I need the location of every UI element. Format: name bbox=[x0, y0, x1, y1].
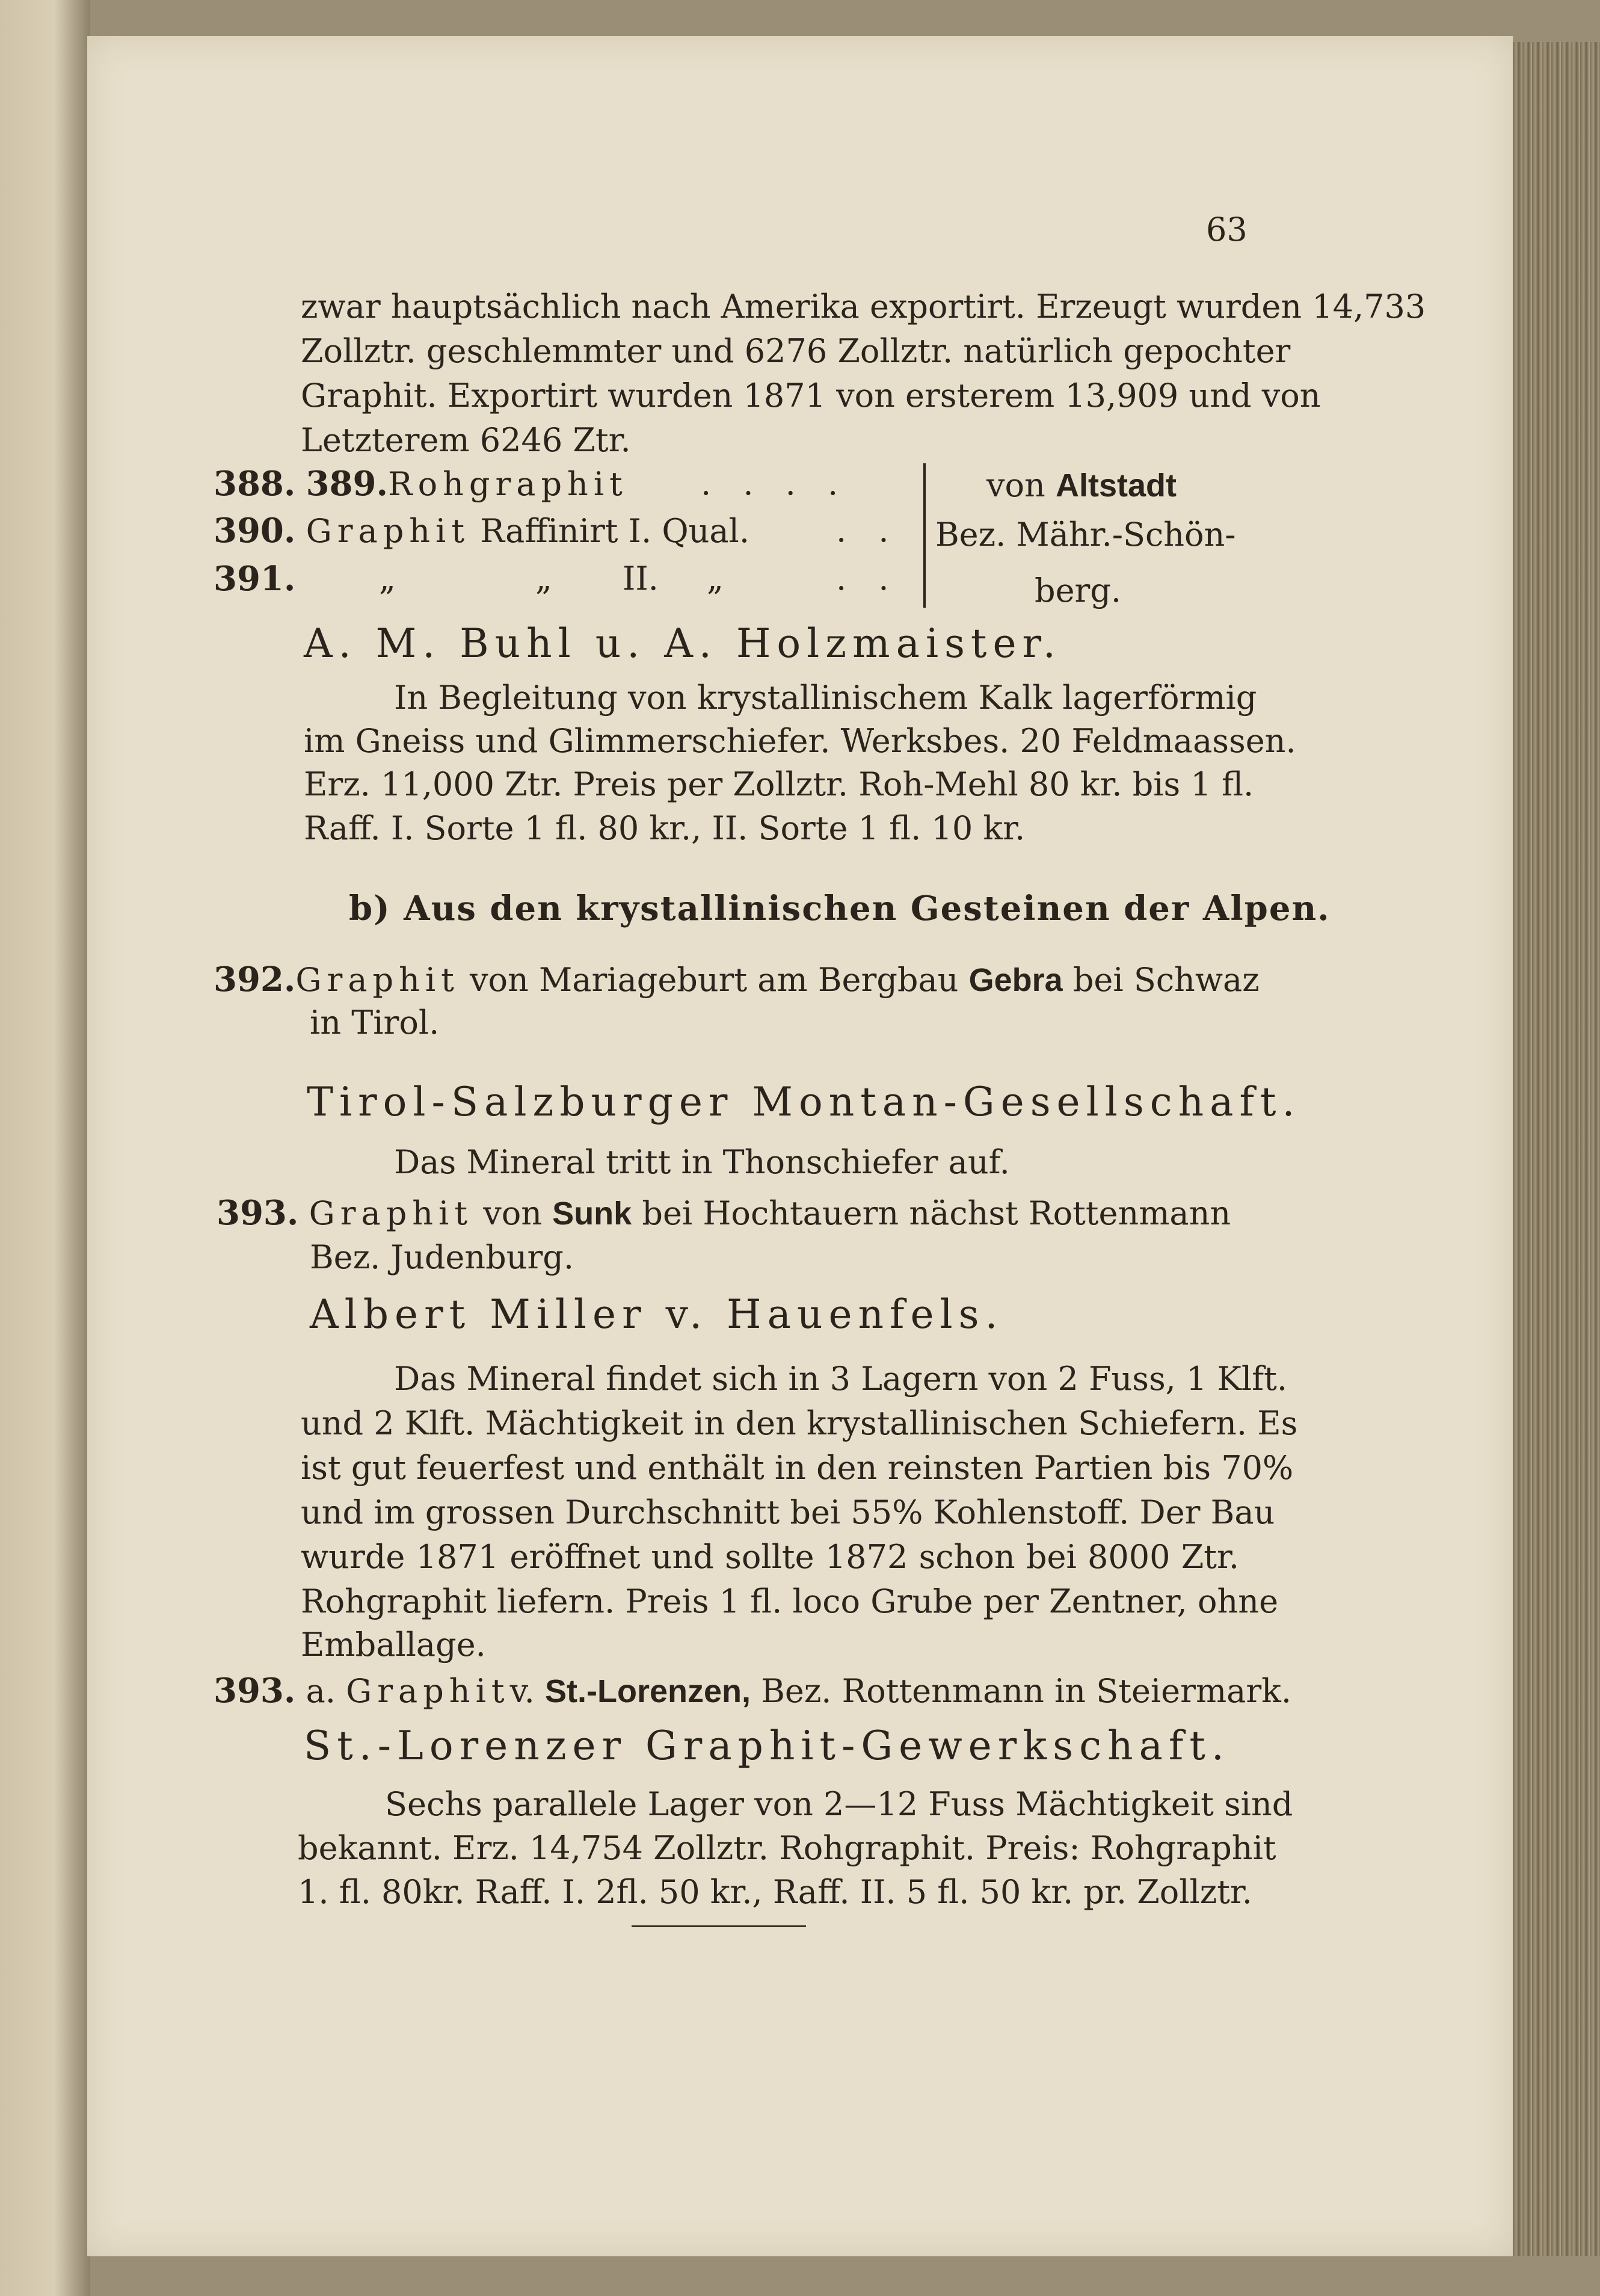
desc-1-line-4: Raff. I. Sorte 1 fl. 80 kr., II. Sorte 1 fl. 10 kr. bbox=[304, 809, 1026, 847]
entry-388-389 bbox=[214, 464, 628, 504]
mineral-name: Graphit bbox=[309, 1194, 473, 1232]
ditto-mark: „ bbox=[379, 560, 396, 597]
locality-line-2: Bez. Mähr.-Schön- bbox=[935, 516, 1236, 554]
entry-text: v. bbox=[509, 1672, 535, 1710]
desc-2: Das Mineral tritt in Thonschiefer auf. bbox=[394, 1143, 1010, 1181]
desc-1-line-2: im Gneiss und Glimmerschiefer. Werksbes. 20 Feldmaassen. bbox=[304, 722, 1296, 760]
producer-heading: Albert Miller v. Hauenfels. bbox=[310, 1291, 1004, 1338]
section-heading: b) Aus den krystallinischen Gesteinen der Alpen. bbox=[349, 889, 1331, 928]
grouping-brace bbox=[905, 463, 926, 608]
ditto-mark: „ bbox=[707, 560, 724, 597]
quality-desc: II. bbox=[623, 560, 659, 597]
page-edges bbox=[1513, 42, 1600, 2256]
intro-line-2: Zollztr. geschlemmter und 6276 Zollztr. natürlich gepochter bbox=[301, 332, 1291, 370]
locality-word: von bbox=[986, 466, 1045, 504]
intro-line-3: Graphit. Exportirt wurden 1871 von ersterem 13,909 und von bbox=[301, 377, 1321, 415]
entry-393 bbox=[217, 1194, 1231, 1233]
desc-4-line-3: 1. fl. 80kr. Raff. I. 2fl. 50 kr., Raff. II. 5 fl. 50 kr. pr. Zollztr. bbox=[298, 1873, 1252, 1911]
entry-392-line-2: in Tirol. bbox=[310, 1004, 440, 1042]
entry-number: 388. bbox=[214, 464, 296, 504]
entry-text: von Mariageburt am Bergbau bbox=[470, 961, 959, 999]
leader-dots: . . . . bbox=[701, 464, 849, 502]
place-name: Sunk bbox=[552, 1196, 632, 1232]
place-name: Gebra bbox=[968, 962, 1063, 998]
place-name: St.-Lorenzen, bbox=[545, 1673, 751, 1709]
locality-line-1 bbox=[986, 466, 1177, 505]
entry-number: 393. bbox=[217, 1193, 299, 1233]
entry-392 bbox=[214, 960, 1260, 999]
ditto-mark: „ bbox=[535, 560, 552, 597]
desc-1-line-3: Erz. 11,000 Ztr. Preis per Zollztr. Roh-Mehl 80 kr. bis 1 fl. bbox=[304, 765, 1254, 803]
producer-heading: Tirol-Salzburger Montan-Gesellschaft. bbox=[307, 1079, 1301, 1125]
entry-number: 391. bbox=[214, 559, 296, 599]
entry-390 bbox=[214, 511, 749, 551]
end-rule bbox=[632, 1925, 806, 1927]
mineral-name: Graphit bbox=[306, 512, 470, 550]
entry-text: Bez. Rottenmann in Steiermark. bbox=[761, 1672, 1292, 1710]
mineral-name: Graphit bbox=[346, 1672, 510, 1710]
entry-number: 389. bbox=[306, 464, 388, 504]
desc-3-line-5: wurde 1871 eröffnet und sollte 1872 schon bei 8000 Ztr. bbox=[301, 1538, 1239, 1576]
mineral-name: Graphit bbox=[295, 961, 460, 999]
entry-text: bei Hochtauern nächst Rottenmann bbox=[642, 1194, 1231, 1232]
desc-3-line-2: und 2 Klft. Mächtigkeit in den krystallinischen Schiefern. Es bbox=[301, 1404, 1298, 1442]
intro-line-1: zwar hauptsächlich nach Amerika exportirt. Erzeugt wurden 14,733 bbox=[301, 288, 1426, 326]
page-number: 63 bbox=[1206, 211, 1248, 248]
desc-3-line-4: und im grossen Durchschnitt bei 55% Kohlenstoff. Der Bau bbox=[301, 1493, 1275, 1531]
entry-text: bei Schwaz bbox=[1072, 961, 1260, 999]
desc-4-line-1: Sechs parallele Lager von 2—12 Fuss Mächtigkeit sind bbox=[385, 1785, 1293, 1823]
left-page-edge bbox=[0, 0, 90, 2296]
producer-heading: A. M. Buhl u. A. Holzmaister. bbox=[304, 620, 1062, 667]
entry-prefix: a. bbox=[306, 1672, 336, 1710]
entry-393a bbox=[214, 1671, 1291, 1711]
entry-number: 393. bbox=[214, 1671, 296, 1711]
intro-line-4: Letzterem 6246 Ztr. bbox=[301, 421, 631, 459]
mineral-name: Rohgraphit bbox=[387, 465, 628, 503]
leader-dots: . . bbox=[836, 511, 900, 549]
desc-3-line-3: ist gut feuerfest und enthält in den reinsten Partien bis 70% bbox=[301, 1449, 1294, 1487]
entry-number: 390. bbox=[214, 511, 296, 551]
desc-3-line-7: Emballage. bbox=[301, 1626, 486, 1664]
desc-4-line-2: bekannt. Erz. 14,754 Zollztr. Rohgraphit. Preis: Rohgraphit bbox=[298, 1829, 1276, 1867]
entry-text: von bbox=[483, 1194, 542, 1232]
quality-desc: Raffinirt I. Qual. bbox=[480, 512, 749, 550]
locality-place: Altstadt bbox=[1055, 468, 1177, 504]
entry-391 bbox=[214, 560, 295, 599]
desc-3-line-1: Das Mineral findet sich in 3 Lagern von 2 Fuss, 1 Klft. bbox=[394, 1360, 1287, 1398]
entry-393-line-2: Bez. Judenburg. bbox=[310, 1238, 574, 1276]
desc-1-line-1: In Begleitung von krystallinischem Kalk lagerförmig bbox=[394, 679, 1257, 717]
producer-heading: St.-Lorenzer Graphit-Gewerkschaft. bbox=[304, 1723, 1230, 1769]
desc-3-line-6: Rohgraphit liefern. Preis 1 fl. loco Grube per Zentner, ohne bbox=[301, 1582, 1279, 1620]
entry-number: 392. bbox=[214, 960, 296, 999]
locality-line-3: berg. bbox=[1035, 572, 1122, 609]
leader-dots: . . bbox=[836, 560, 900, 597]
